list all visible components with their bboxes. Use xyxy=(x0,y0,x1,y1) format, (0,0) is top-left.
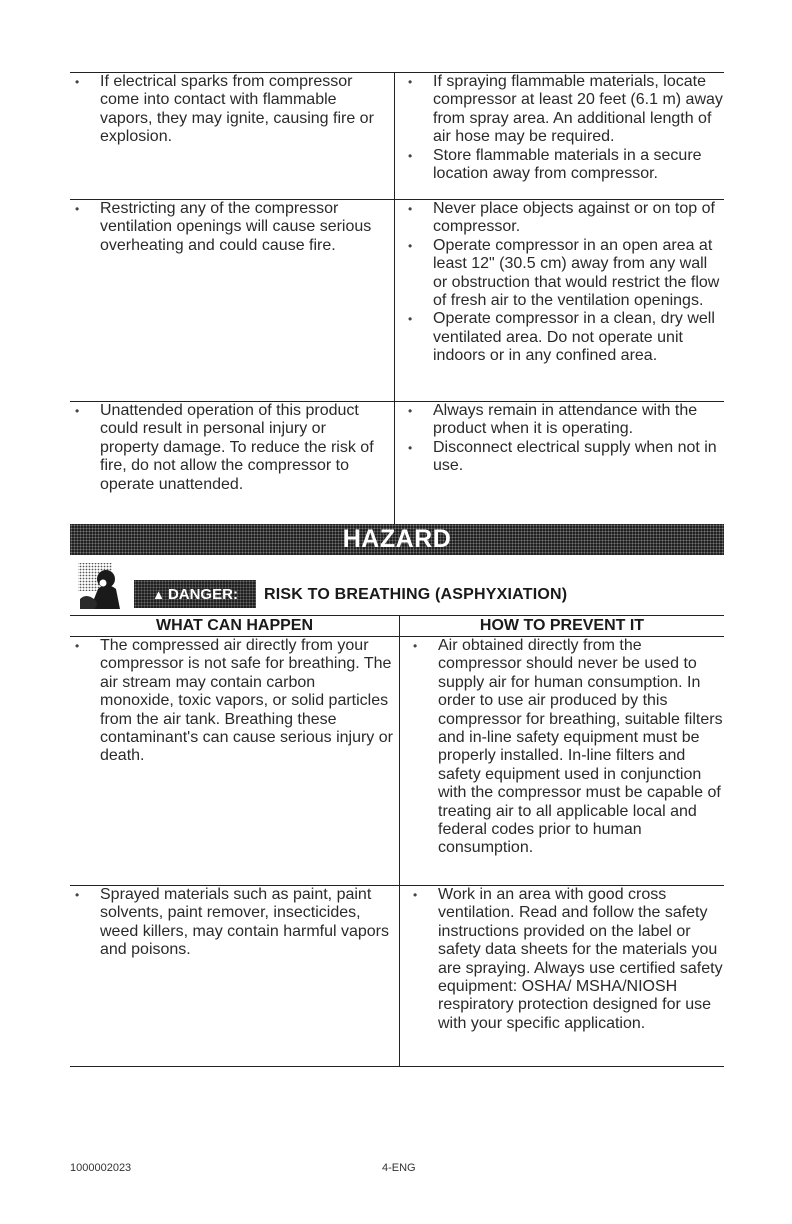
prevention-cell xyxy=(395,200,724,401)
header-what-can-happen: WHAT CAN HAPPEN xyxy=(70,616,400,636)
prevention-item: • Never place objects against or on top of compressor. xyxy=(403,200,724,237)
table-row xyxy=(70,886,724,1067)
danger-title: RISK TO BREATHING (ASPHYXIATION) xyxy=(264,586,568,603)
prevention-item: • Disconnect electrical supply when not in use. xyxy=(403,439,724,476)
safety-page xyxy=(70,72,724,1067)
hazard-item: • Sprayed materials such as paint, paint solvents, paint remover, insecticides, weed killers, may contain harmful vapors and poisons. xyxy=(70,886,393,960)
prevention-item: • Air obtained directly from the compressor should never be used to supply air for human consumption. In order to use air produced by this compressor for breathing, suitable filters and in-line safety equipment must be properly installed. In-line filters and safety equipment used in conjunction with the compressor must be capable of treating air to all applicable local and federal codes prior to human consumption. xyxy=(408,637,724,858)
table-row xyxy=(70,402,724,524)
hazard-cell xyxy=(70,637,400,885)
hazard-cell xyxy=(70,200,395,401)
footer-page-number: 4-ENG xyxy=(382,1162,416,1174)
hazard-item: • Restricting any of the compressor ventilation openings will cause serious overheating and could cause fire. xyxy=(70,200,388,255)
table-row xyxy=(70,73,724,200)
prevention-item: • Work in an area with good cross ventilation. Read and follow the safety instructions provided on the label or safety data sheets for the materials you are spraying. Always use certified safety equipment: OSHA/ MSHA/NIOSH respiratory protection designed for use with your specific application. xyxy=(408,886,724,1033)
prevention-cell xyxy=(395,402,724,524)
hazard-item: • Unattended operation of this product could result in personal injury or property damage. To reduce the risk of fire, do not allow the compressor to operate unattended. xyxy=(70,402,388,494)
prevention-cell xyxy=(395,73,724,199)
table-header xyxy=(70,616,724,637)
hazard-item: • The compressed air directly from your compressor is not safe for breathing. The air stream may contain carbon monoxide, toxic vapors, or solid particles from the air tank. Breathing these contaminant's can cause serious injury or death. xyxy=(70,637,393,766)
prevention-item: • Operate compressor in an open area at least 12" (30.5 cm) away from any wall or obstruction that would restrict the flow of fresh air to the ventilation openings. xyxy=(403,237,724,311)
hazard-label: HAZARD xyxy=(342,525,452,553)
footer-code: 1000002023 xyxy=(70,1162,132,1174)
prevention-cell xyxy=(400,637,724,885)
hazard-cell xyxy=(70,886,400,1066)
hazard-banner xyxy=(70,524,724,555)
table-row xyxy=(70,200,724,402)
hazard-cell xyxy=(70,73,395,199)
prevention-item: • Always remain in attendance with the product when it is operating. xyxy=(403,402,724,439)
prevention-cell xyxy=(400,886,724,1066)
danger-label: DANGER: xyxy=(167,585,238,603)
prevention-item: • Store flammable materials in a secure location away from compressor. xyxy=(403,147,724,184)
danger-badge xyxy=(134,580,256,608)
warning-triangle-icon: ▲ xyxy=(152,586,165,602)
prevention-item: • Operate compressor in a clean, dry well ventilated area. Do not operate unit indoors or in any confined area. xyxy=(403,310,724,365)
respirator-hazard-icon xyxy=(76,559,128,611)
prevention-item: • If spraying flammable materials, locate compressor at least 20 feet (6.1 m) away from spray area. An additional length of air hose may be required. xyxy=(403,73,724,147)
hazard-cell xyxy=(70,402,395,524)
danger-heading xyxy=(70,555,724,615)
header-how-to-prevent: HOW TO PREVENT IT xyxy=(479,617,645,634)
fire-hazard-table xyxy=(70,72,724,524)
breathing-hazard-table xyxy=(70,615,724,1067)
hazard-item: • If electrical sparks from compressor come into contact with flammable vapors, they may ignite, causing fire or explosion. xyxy=(70,73,388,147)
table-row xyxy=(70,637,724,886)
